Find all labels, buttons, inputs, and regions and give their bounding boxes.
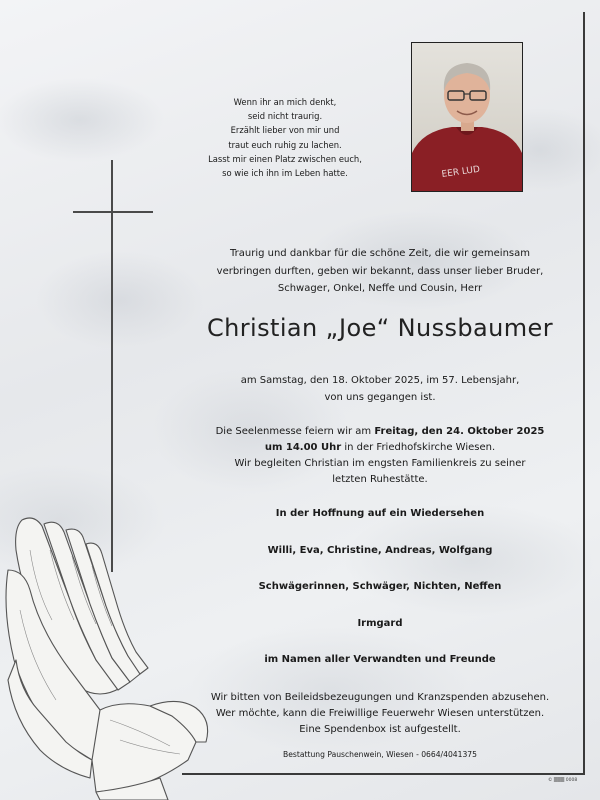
mass-line-3: Wir begleiten Christian im engsten Familienkreis zu seiner xyxy=(234,458,526,469)
request-line: Wir bitten von Beileidsbezeugungen und Kranzspenden abzusehen. xyxy=(210,692,550,703)
intro-line: Schwager, Onkel, Neffe und Cousin, Herr xyxy=(277,283,483,294)
poem-line: Wenn ihr an mich denkt, xyxy=(233,97,337,107)
mourners-partner: Irmgard xyxy=(357,618,403,629)
funeral-home-footer: Bestattung Pauschenwein, Wiesen - 0664/4041375 xyxy=(283,750,477,759)
portrait-photo xyxy=(411,42,523,192)
template-code: © ▒▒▒ 0008 xyxy=(548,778,578,783)
donation-request xyxy=(180,690,580,738)
poem-line: Erzählt lieber von mir und xyxy=(230,125,340,136)
mourners-relatives: Schwägerinnen, Schwäger, Nichten, Neffen xyxy=(258,581,502,592)
mourners-others: im Namen aller Verwandten und Freunde xyxy=(264,654,496,665)
request-line: Eine Spendenbox ist aufgestellt. xyxy=(299,724,461,735)
death-notice xyxy=(180,373,580,406)
memorial-poem xyxy=(185,95,385,180)
announcement-intro xyxy=(180,245,580,298)
mass-line-4: letzten Ruhestätte. xyxy=(332,474,428,485)
poem-line: Lasst mir einen Platz zwischen euch, xyxy=(208,153,362,164)
frame-border-right xyxy=(583,12,585,775)
mass-prefix: Die Seelenmesse feiern wir am xyxy=(215,426,375,437)
mass-place: in der Friedhofskirche Wiesen. xyxy=(341,442,496,453)
cross-icon-horizontal xyxy=(73,211,153,213)
funeral-mass-info xyxy=(180,424,580,488)
poem-line: seid nicht traurig. xyxy=(247,111,323,122)
intro-line: verbringen durften, geben wir bekannt, dass unser lieber Bruder, xyxy=(216,265,544,277)
svg-text:EER LUD: EER LUD xyxy=(441,164,481,180)
poem-line: traut euch ruhig zu lachen. xyxy=(228,139,342,150)
praying-hands-icon xyxy=(0,510,240,800)
deceased-name: Christian „Joe“ Nussbaumer xyxy=(207,314,553,342)
death-line: am Samstag, den 18. Oktober 2025, im 57. Lebensjahr, xyxy=(240,375,520,386)
mass-date: Freitag, den 24. Oktober 2025 xyxy=(374,426,545,437)
portrait-illustration xyxy=(412,43,522,191)
death-line: von uns gegangen ist. xyxy=(324,391,436,403)
mourners-siblings: Willi, Eva, Christine, Andreas, Wolfgang xyxy=(267,545,493,556)
intro-line: Traurig und dankbar für die schöne Zeit, die wir gemeinsam xyxy=(230,248,530,259)
hope-line: In der Hoffnung auf ein Wiedersehen xyxy=(275,508,485,519)
mass-line-1 xyxy=(180,424,580,440)
frame-border-bottom xyxy=(182,773,585,775)
request-line: Wer möchte, kann die Freiwillige Feuerwehr Wiesen unterstützen. xyxy=(215,708,545,719)
poem-line: so wie ich ihn im Leben hatte. xyxy=(222,168,348,179)
mass-line-2 xyxy=(180,440,580,456)
mass-time: um 14.00 Uhr xyxy=(264,442,342,453)
